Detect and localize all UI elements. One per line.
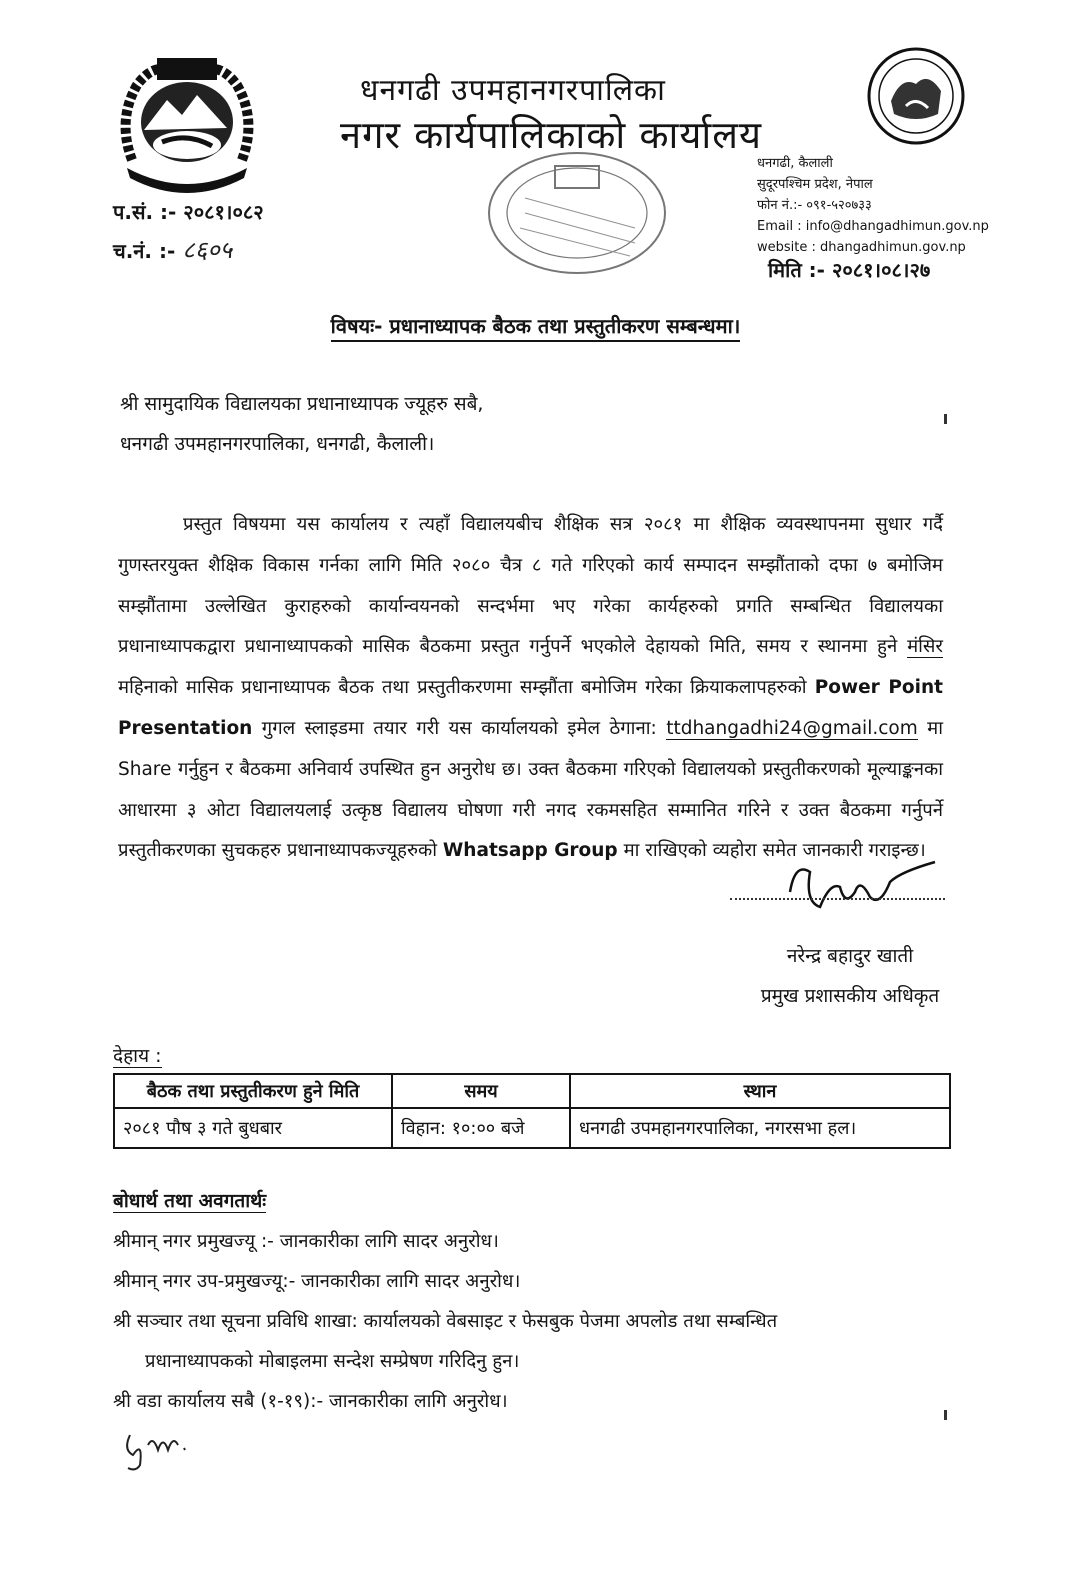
signature-line xyxy=(730,898,945,900)
addressee-line1: श्री सामुदायिक विद्यालयका प्रधानाध्यापक ज्यूहरु सबै, xyxy=(120,393,484,415)
letter-body xyxy=(118,505,943,872)
addressee-line2: धनगढी उपमहानगरपालिका, धनगढी, कैलाली। xyxy=(120,433,435,455)
contact-block xyxy=(757,153,989,258)
body-part5: मा राखिएको व्यहोरा समेत जानकारी गराइन्छ। xyxy=(623,840,926,862)
office-title: नगर कार्यपालिकाको कार्यालय xyxy=(340,113,763,157)
letter-date: मिति :- २०८१।०८।२७ xyxy=(768,258,931,282)
nepal-emblem-icon xyxy=(112,50,262,195)
schedule-label-text: देहाय : xyxy=(113,1045,162,1067)
body-whatsapp: Whatsapp Group xyxy=(442,840,618,862)
body-part3: गुगल स्लाइडमा तयार गरी यस कार्यालयको इमेल ठेगाना: xyxy=(261,717,657,739)
scan-mark xyxy=(944,414,947,424)
initials-icon xyxy=(118,1420,198,1475)
table-header-row xyxy=(114,1074,950,1108)
cc-item: श्रीमान् नगर प्रमुखज्यू :- जानकारीका लागि सादर अनुरोध। xyxy=(113,1231,499,1252)
table-cell-venue: धनगढी उपमहानगरपालिका, नगरसभा हल। xyxy=(570,1108,950,1148)
body-email-link[interactable]: ttdhangadhi24@gmail.com xyxy=(666,717,918,739)
table-header-date: बैठक तथा प्रस्तुतीकरण हुने मिति xyxy=(114,1074,392,1108)
body-ppt: Power Point Presentation xyxy=(118,677,943,739)
contact-phone: फोन नं.:- ०९१-५२०७३३ xyxy=(757,198,872,213)
scan-mark xyxy=(944,1410,947,1420)
schedule-label xyxy=(113,1042,162,1068)
table-header-time: समय xyxy=(392,1074,570,1108)
table-cell-date: २०८१ पौष ३ गते बुधबार xyxy=(114,1108,392,1148)
contact-email: Email : info@dhangadhimun.gov.np xyxy=(757,219,989,234)
signature-icon xyxy=(760,852,940,922)
contact-province: सुदूरपश्चिम प्रदेश, नेपाल xyxy=(757,177,873,192)
signer-block xyxy=(735,936,965,1016)
table-cell-time: विहान: १०:०० बजे xyxy=(392,1108,570,1148)
subject-line xyxy=(0,312,1071,339)
schedule-table xyxy=(113,1073,951,1149)
table-header-venue: स्थान xyxy=(570,1074,950,1108)
municipality-seal-icon xyxy=(866,46,966,146)
contact-website: website : dhangadhimun.gov.np xyxy=(757,240,966,255)
body-paragraph xyxy=(118,505,943,872)
addressee-block xyxy=(120,384,483,464)
office-name: धनगढी उपमहानगरपालिका xyxy=(360,73,666,108)
cn-label: च.नं. :- xyxy=(113,239,176,263)
body-part4: मा Share गर्नुहुन र बैठकमा अनिवार्य उपस्थित हुन अनुरोध छ। उक्त बैठकमा गरिएको विद्यालयको प्रस्तुतीकरणको मूल्याङ्कनका आधारमा ३ ओटा विद्यालयलाई उत्कृष्ठ विद्यालय घोषणा गरी नगद रकमसहित सम्मानित गरिने र उक्त बैठकमा गर्नुपर्ने प्रस्तुतीकरणका सुचकहरु प्रधानाध्यापकज्यूहरुको xyxy=(118,717,944,862)
cc-item: श्री वडा कार्यालय सबै (१-१९):- जानकारीका लागि अनुरोध। xyxy=(113,1391,508,1412)
table-row xyxy=(114,1108,950,1148)
cc-list xyxy=(113,1222,953,1422)
body-part2: महिनाको मासिक प्रधानाध्यापक बैठक तथा प्रस्तुतीकरणमा सम्झौंता बमोजिम गरेका क्रियाकलापहरुको xyxy=(118,677,807,699)
cc-heading-text: बोधार्थ तथा अवगतार्थः xyxy=(113,1190,267,1212)
cc-item-continued: प्रधानाध्यापकको मोबाइलमा सन्देश सम्प्रेषण गरिदिनु हुन। xyxy=(145,1351,520,1372)
contact-city: धनगढी, कैलाली xyxy=(757,156,833,171)
cc-item: श्रीमान् नगर उप-प्रमुखज्यू:- जानकारीका लागि सादर अनुरोध। xyxy=(113,1271,521,1292)
cn-value: ८६०५ xyxy=(182,236,233,264)
cc-heading xyxy=(113,1187,266,1213)
subject-text: विषयः- प्रधानाध्यापक बैठक तथा प्रस्तुतीकरण सम्बन्धमा। xyxy=(331,314,741,342)
signer-title: प्रमुख प्रशासकीय अधिकृत xyxy=(760,985,940,1007)
ps-number: प.सं. :- २०८१।०८२ xyxy=(113,200,264,224)
cc-item: श्री सञ्चार तथा सूचना प्रविधि शाखा: कार्यालयको वेबसाइट र फेसबुक पेजमा अपलोड तथा सम्बन्धित xyxy=(113,1311,778,1332)
body-part1: प्रस्तुत विषयमा यस कार्यालय र त्यहाँ विद्यालयबीच शैक्षिक सत्र २०८१ मा शैक्षिक व्यवस्थापनमा सुधार गर्दै गुणस्तरयुक्त शैक्षिक विकास गर्नका लागि मिति २०८० चैत्र ८ गते गरिएको कार्य सम्पादन सम्झौंताको दफा ७ बमोजिम सम्झौंतामा उल्लेखित कुराहरुको कार्यान्वयनको सन्दर्भमा भए गरेका कार्यहरुको प्रगति सम्बन्धित विद्यालयका प्रधानाध्यापकद्वारा प्रधानाध्यापकको मासिक बैठकमा प्रस्तुत गर्नुपर्ने भएकोले देहायको मिति, समय र स्थानमा हुने xyxy=(118,514,943,658)
reference-block xyxy=(113,193,264,270)
signer-name: नरेन्द्र बहादुर खाती xyxy=(786,945,914,967)
office-stamp-icon xyxy=(485,148,670,278)
body-month: मंसिर xyxy=(907,636,943,658)
